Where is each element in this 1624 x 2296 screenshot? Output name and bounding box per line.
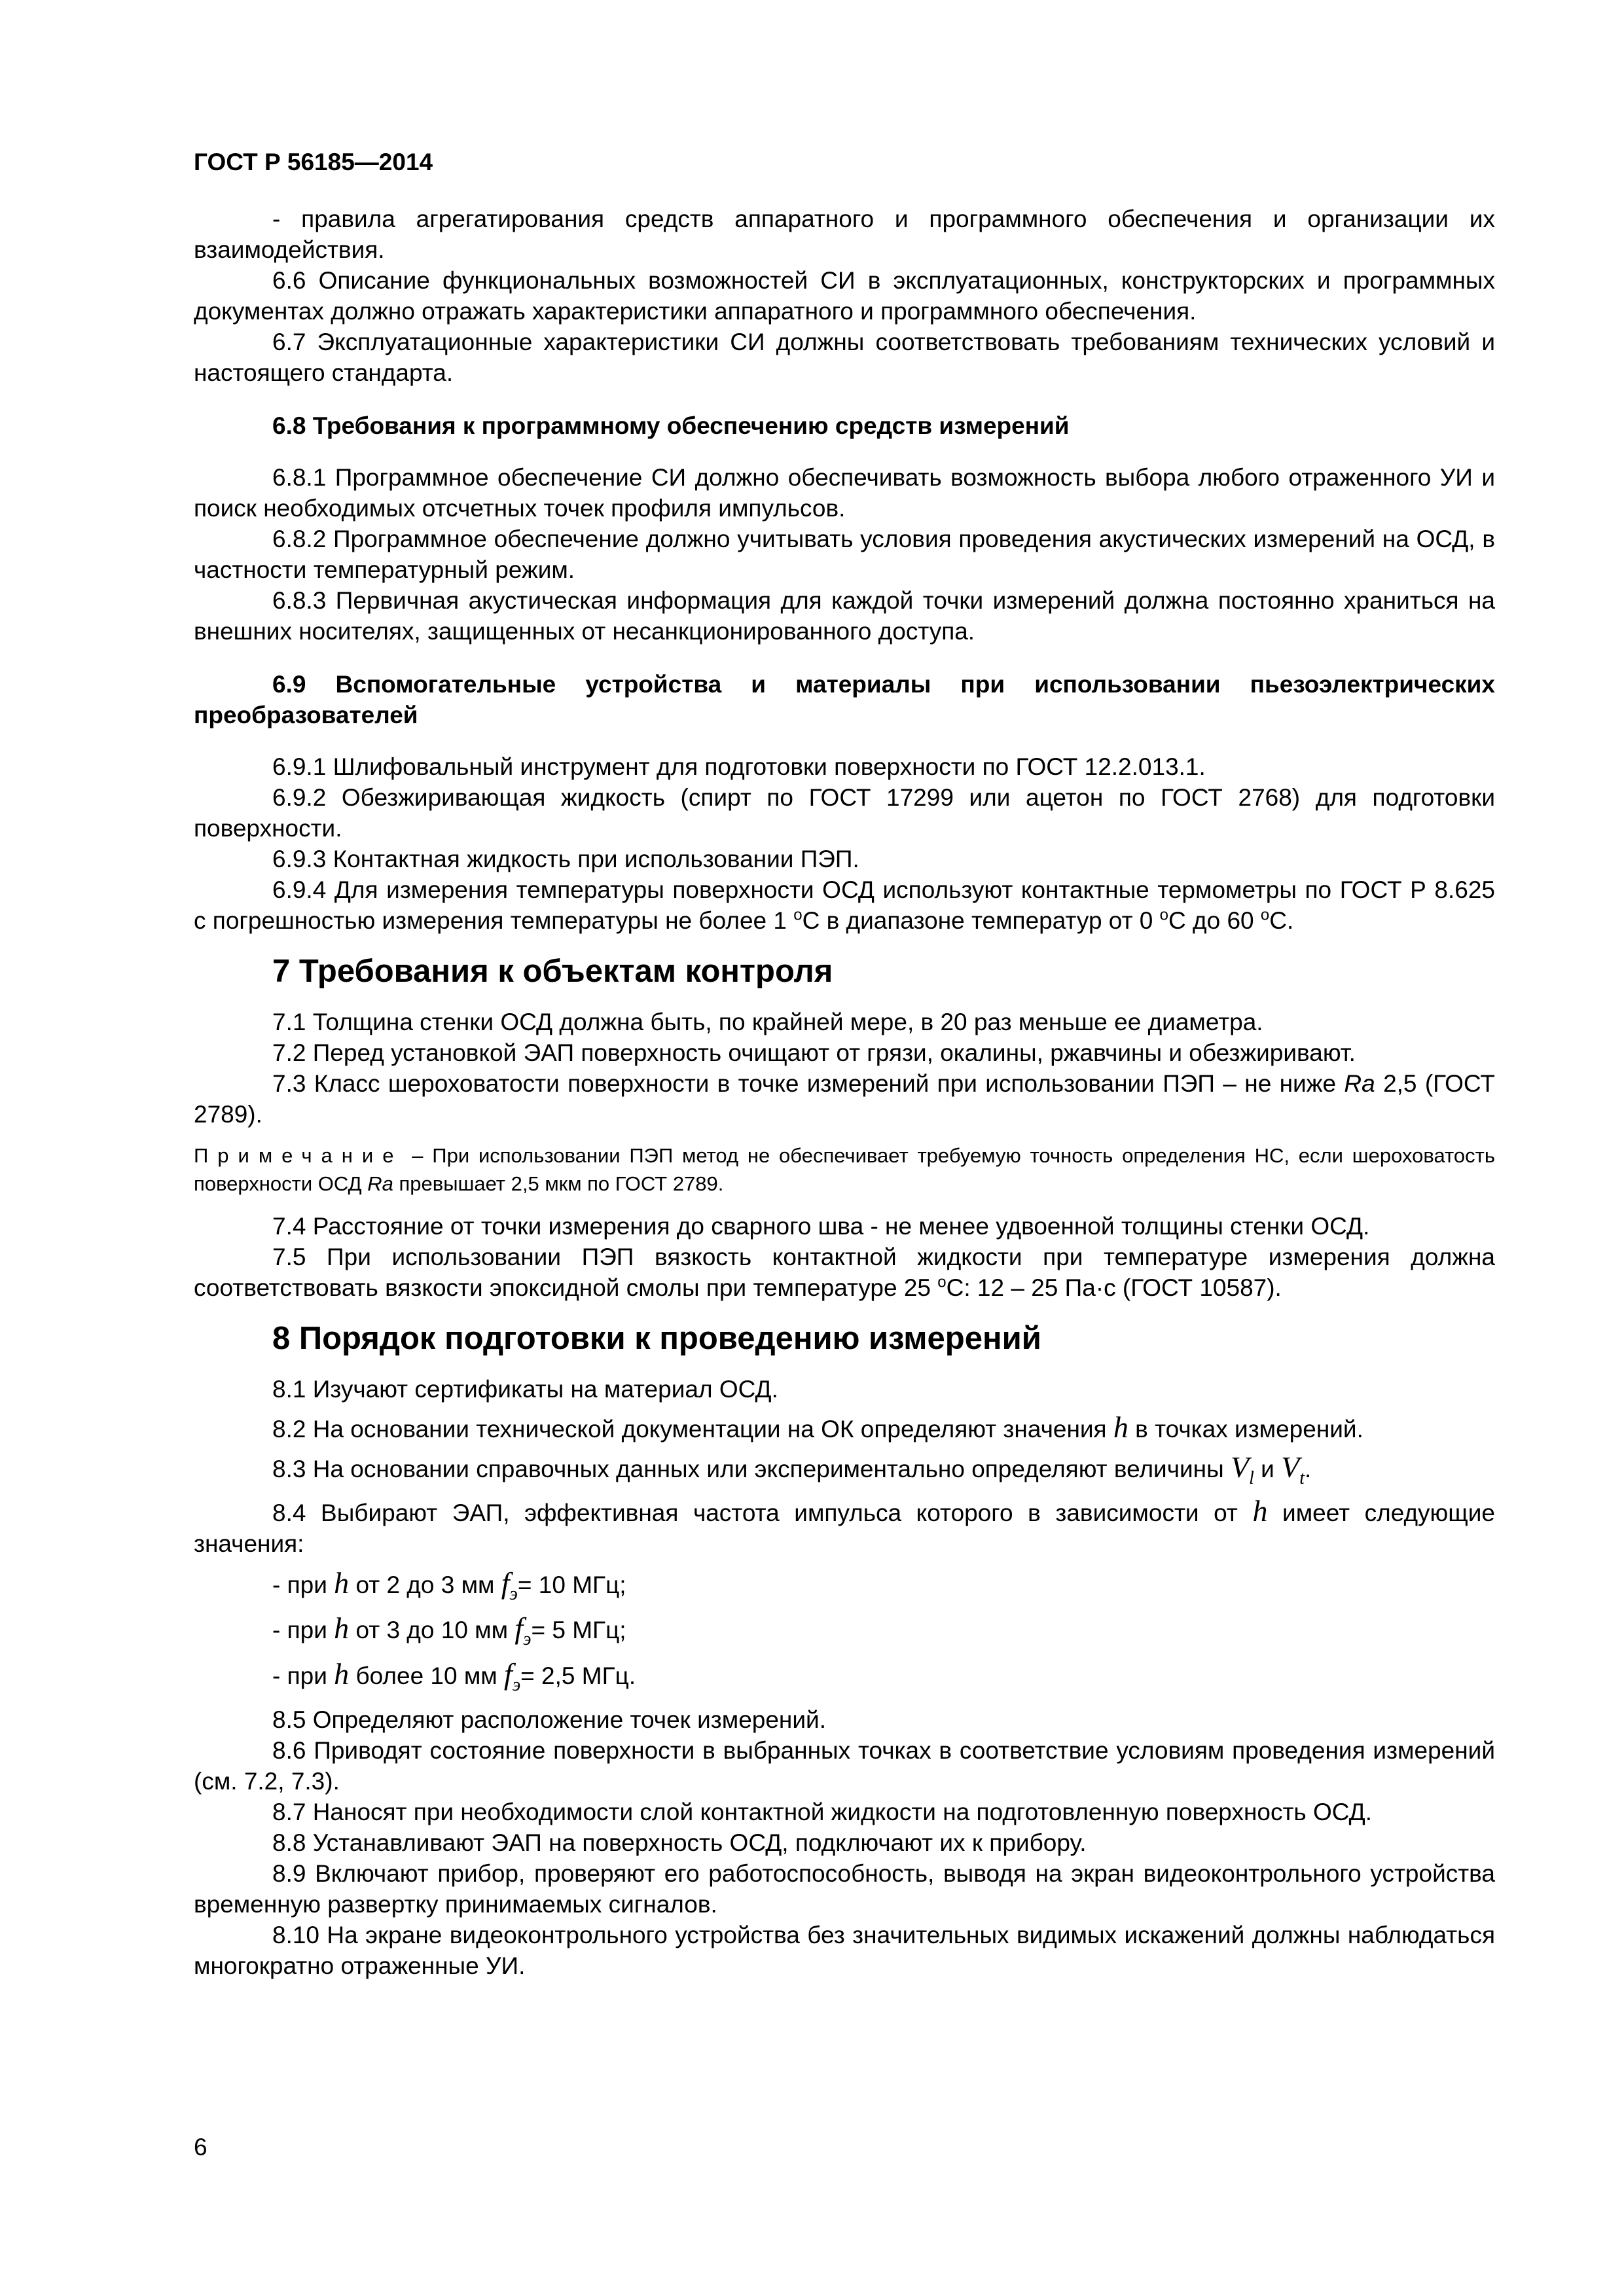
paragraph-6-9-1: 6.9.1 Шлифовальный инструмент для подготовки поверхности по ГОСТ 12.2.013.1. bbox=[272, 753, 1206, 780]
frequency-list bbox=[194, 1566, 1495, 1695]
heading-6-9: 6.9 Вспомогательные устройства и материалы при использовании пьезоэлектрических преобразователей bbox=[194, 671, 1495, 728]
page-number: 6 bbox=[194, 2134, 208, 2161]
paragraph-7-3: 7.3 Класс шероховатости поверхности в точке измерений при использовании ПЭП – не ниже Ra 2,5 (ГОСТ 2789). bbox=[194, 1070, 1496, 1128]
paragraph-6-7: 6.7 Эксплуатационные характеристики СИ должны соответствовать требованиям технических условий и настоящего стандарта. bbox=[194, 329, 1495, 386]
paragraph-7-2: 7.2 Перед установкой ЭАП поверхность очищают от грязи, окалины, ржавчины и обезжиривают. bbox=[272, 1039, 1356, 1066]
list-item: - при h от 2 до 3 мм $f_э= 10$ МГц; bbox=[272, 1566, 626, 1605]
paragraph-8-7: 8.7 Наносят при необходимости слой контактной жидкости на подготовленную поверхность ОСД. bbox=[272, 1798, 1372, 1825]
paragraph-7-4: 7.4 Расстояние от точки измерения до сварного шва - не менее удвоенной толщины стенки ОСД. bbox=[272, 1213, 1370, 1240]
paragraph-6-8-3: 6.8.3 Первичная акустическая информация для каждой точки измерений должна постоянно храниться на внешних носителях, защищенных от несанкционированного доступа. bbox=[194, 587, 1495, 645]
paragraph-6-6: 6.6 Описание функциональных возможностей СИ в эксплуатационных, конструкторских и программных документах должно отражать характеристики аппаратного и программного обеспечения. bbox=[194, 267, 1495, 325]
paragraph-6-8-2: 6.8.2 Программное обеспечение должно учитывать условия проведения акустических измерений на ОСД, в частности температурный режим. bbox=[194, 526, 1495, 583]
note-7-3: Примечание – При использовании ПЭП метод не обеспечивает требуемую точность определения НС, если шероховатость поверхности ОСД Ra превышает 2,5 мкм по ГОСТ 2789. bbox=[194, 1144, 1495, 1195]
section-7-title: 7 Требования к объектам контроля bbox=[272, 954, 833, 989]
list-item: - при h более 10 мм $f_э= 2,5$ МГц. bbox=[272, 1657, 636, 1695]
list-item: - при h от 3 до 10 мм $f_э= 5$ МГц; bbox=[272, 1611, 626, 1650]
paragraph-8-3: 8.3 На основании справочных данных или экспериментально определяют величины $V_l$ и $V_t$. bbox=[272, 1450, 1312, 1489]
paragraph-8-8: 8.8 Устанавливают ЭАП на поверхность ОСД, подключают их к прибору. bbox=[272, 1829, 1087, 1856]
section-8-title: 8 Порядок подготовки к проведению измерений bbox=[272, 1321, 1041, 1356]
paragraph-7-5: 7.5 При использовании ПЭП вязкость контактной жидкости при температуре измерения должна соответствовать вязкости эпоксидной смолы при температуре 25 $^o$С: 12 – 25 Па·с (ГОСТ 10587). bbox=[194, 1244, 1495, 1301]
paragraph-8-4: 8.4 Выбирают ЭАП, эффективная частота импульса которого в зависимости от h имеет следующие значения: bbox=[194, 1494, 1495, 1558]
paragraph-6-9-4: 6.9.4 Для измерения температуры поверхности ОСД используют контактные термометры по ГОСТ Р 8.625 с погрешностью измерения температуры не более 1 $^o$С в диапазоне температур от 0 $^o$С до 60 $^o$С. bbox=[194, 876, 1495, 934]
paragraph-8-2: 8.2 На основании технической документации на ОК определяют значения h в точках измерений. bbox=[272, 1410, 1363, 1444]
note-label: Примечание bbox=[194, 1144, 403, 1167]
heading-6-8: 6.8 Требования к программному обеспечению средств измерений bbox=[272, 412, 1070, 439]
document-header: ГОСТ Р 56185—2014 bbox=[194, 149, 433, 175]
paragraph-8-10: 8.10 На экране видеоконтрольного устройства без значительных видимых искажений должны наблюдаться многократно отраженные УИ. bbox=[194, 1921, 1495, 1979]
paragraph-8-6: 8.6 Приводят состояние поверхности в выбранных точках в соответствие условиям проведения измерений (см. 7.2, 7.3). bbox=[194, 1736, 1495, 1795]
paragraph-8-9: 8.9 Включают прибор, проверяют его работоспособность, выводя на экран видеоконтрольного устройства временную развертку принимаемых сигналов. bbox=[194, 1859, 1495, 1918]
paragraph-8-1: 8.1 Изучают сертификаты на материал ОСД. bbox=[272, 1376, 778, 1403]
paragraph: - правила агрегатирования средств аппаратного и программного обеспечения и организации их взаимодействия. bbox=[194, 206, 1495, 263]
paragraph-6-9-2: 6.9.2 Обезжиривающая жидкость (спирт по ГОСТ 17299 или ацетон по ГОСТ 2768) для подготовки поверхности. bbox=[194, 784, 1495, 842]
page-body bbox=[194, 147, 1495, 1981]
paragraph-8-5: 8.5 Определяют расположение точек измерений. bbox=[272, 1706, 826, 1733]
paragraph-6-8-1: 6.8.1 Программное обеспечение СИ должно обеспечивать возможность выбора любого отраженного УИ и поиск необходимых отсчетных точек профиля импульсов. bbox=[194, 464, 1495, 522]
paragraph-6-9-3: 6.9.3 Контактная жидкость при использовании ПЭП. bbox=[272, 846, 859, 872]
paragraph-7-1: 7.1 Толщина стенки ОСД должна быть, по крайней мере, в 20 раз меньше ее диаметра. bbox=[272, 1009, 1263, 1035]
